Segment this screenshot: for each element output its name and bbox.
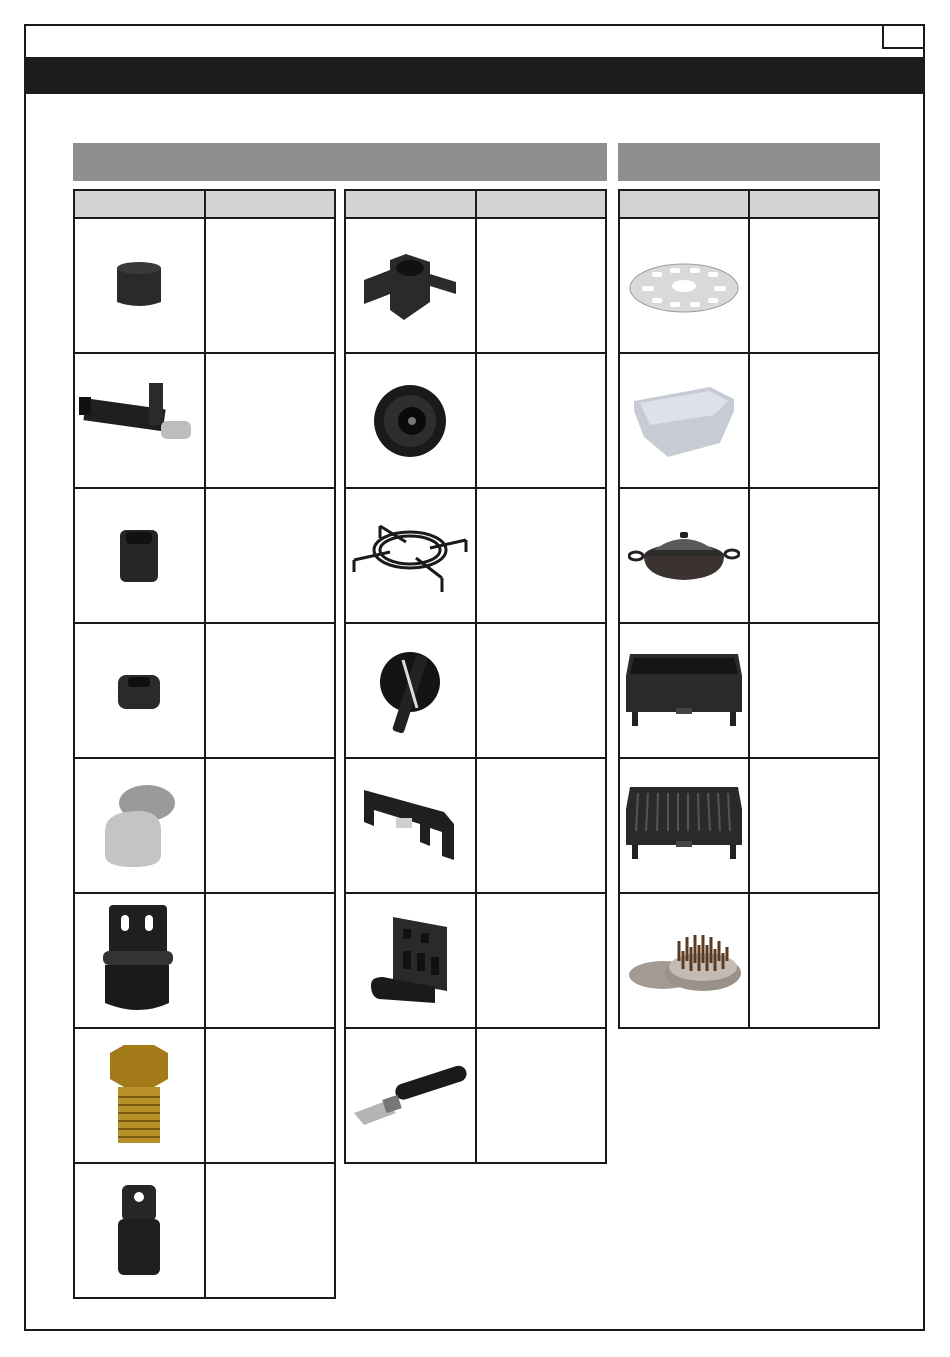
pan-support-icon (350, 516, 470, 596)
accessory-image-cell (619, 758, 749, 893)
table-row (74, 488, 335, 623)
accessory-desc (749, 218, 879, 353)
control-knob-icon (375, 646, 445, 736)
part-image-cell (74, 893, 205, 1028)
scraper-icon (350, 1061, 470, 1131)
accessories-section-bar (618, 143, 880, 181)
part-image-cell (345, 218, 476, 353)
clip-icon (114, 1183, 164, 1278)
accessory-image-cell (619, 218, 749, 353)
silicone-dish-icon (630, 381, 738, 461)
table-row (74, 893, 335, 1028)
part-desc (205, 488, 336, 623)
part-desc (205, 623, 336, 758)
paella-pan-icon (628, 526, 740, 586)
part-image-cell (345, 758, 476, 893)
part-desc (205, 1028, 336, 1163)
accessory-desc (749, 353, 879, 488)
table-row (345, 353, 606, 488)
part-desc (476, 488, 607, 623)
part-image-cell (345, 353, 476, 488)
part-image-cell (74, 1163, 205, 1298)
rubber-plug-icon (99, 781, 179, 871)
brass-nozzle-icon (104, 1043, 174, 1148)
cleaning-brush-icon (623, 921, 745, 1001)
part-image-cell (74, 1028, 205, 1163)
part-image-cell (345, 623, 476, 758)
part-desc (205, 893, 336, 1028)
table-row (619, 623, 879, 758)
part-image-cell (345, 1028, 476, 1163)
table-header-row (345, 190, 606, 218)
part-desc (205, 758, 336, 893)
ribbed-griddle-icon (624, 781, 744, 871)
part-desc (476, 893, 607, 1028)
col-header-desc (205, 190, 336, 218)
table-row (74, 1163, 335, 1298)
table-row (619, 893, 879, 1028)
accessory-image-cell (619, 353, 749, 488)
part-desc (476, 218, 607, 353)
table-header-row (619, 190, 879, 218)
table-row (345, 488, 606, 623)
part-desc (476, 353, 607, 488)
table-row (345, 1028, 606, 1163)
accessory-image-cell (619, 893, 749, 1028)
header-bar (24, 57, 925, 94)
accessories-table (618, 189, 880, 1029)
part-desc (476, 623, 607, 758)
spare-parts-section-bar (73, 143, 607, 181)
table-row (619, 488, 879, 623)
part-image-cell (345, 488, 476, 623)
accessory-desc (749, 488, 879, 623)
table-row (74, 1028, 335, 1163)
col-header-image (74, 190, 205, 218)
part-desc (476, 758, 607, 893)
flat-griddle-icon (624, 646, 744, 736)
heat-shield-icon (360, 786, 460, 866)
hinge-icon (99, 903, 179, 1018)
injector-holder-icon (79, 381, 199, 461)
accessory-image-cell (619, 623, 749, 758)
table-row (619, 353, 879, 488)
rubber-sleeve-icon (109, 256, 169, 316)
table-row (345, 218, 606, 353)
page-number-box (882, 24, 925, 49)
table-row (345, 758, 606, 893)
rubber-cap-icon (114, 526, 164, 586)
spare-parts-table-middle (344, 189, 607, 1164)
col-header-desc (476, 190, 607, 218)
col-header-image (345, 190, 476, 218)
part-desc (476, 1028, 607, 1163)
part-image-cell (74, 758, 205, 893)
small-rubber-cap-icon (114, 669, 164, 713)
table-row (74, 218, 335, 353)
part-image-cell (74, 353, 205, 488)
col-header-image (619, 190, 749, 218)
table-row (74, 353, 335, 488)
spare-parts-table-left (73, 189, 336, 1299)
table-row (345, 623, 606, 758)
accessory-desc (749, 623, 879, 758)
burner-bracket-icon (360, 246, 460, 326)
table-row (619, 758, 879, 893)
table-header-row (74, 190, 335, 218)
part-image-cell (74, 488, 205, 623)
part-desc (205, 353, 336, 488)
col-header-desc (749, 190, 879, 218)
grommet-icon (370, 381, 450, 461)
accessory-desc (749, 758, 879, 893)
mounting-bracket-icon (365, 911, 455, 1011)
table-row (619, 218, 879, 353)
part-image-cell (74, 623, 205, 758)
simmer-plate-icon (628, 256, 740, 316)
table-row (74, 623, 335, 758)
part-desc (205, 218, 336, 353)
accessory-desc (749, 893, 879, 1028)
part-desc (205, 1163, 336, 1298)
table-row (345, 893, 606, 1028)
table-row (74, 758, 335, 893)
part-image-cell (74, 218, 205, 353)
part-image-cell (345, 893, 476, 1028)
accessory-image-cell (619, 488, 749, 623)
